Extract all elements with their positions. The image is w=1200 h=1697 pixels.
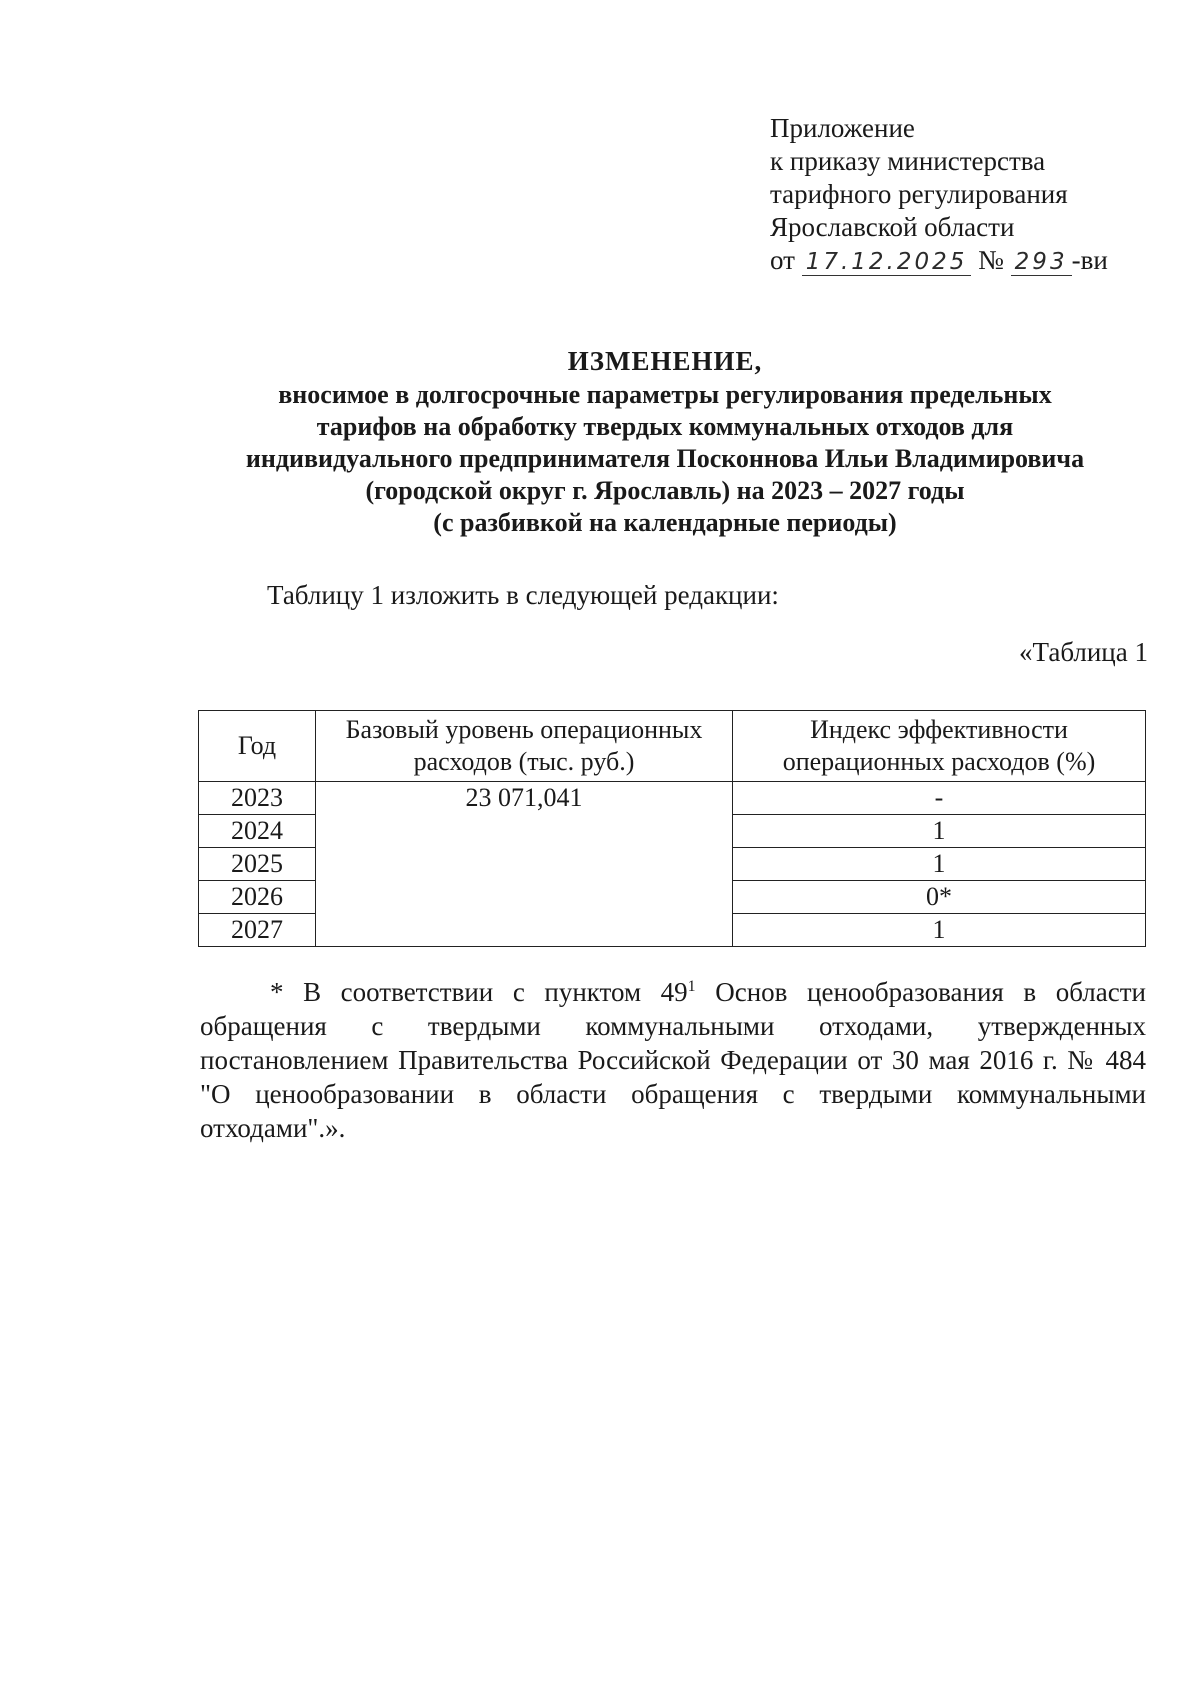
cell-year: 2024 [199,815,316,848]
cell-year: 2026 [199,881,316,914]
header-efficiency-index: Индекс эффективности операционных расходов (%) [733,711,1146,782]
footnote [200,975,1146,1145]
cell-year: 2023 [199,782,316,815]
cell-index: 1 [733,914,1146,947]
cell-index: - [733,782,1146,815]
footnote-superscript: 1 [687,978,696,995]
cell-base-value: 23 071,041 [316,782,733,947]
appendix-line: к приказу министерства [770,146,1046,176]
table-label: «Таблица 1 [1019,637,1148,667]
title-line: (городской округ г. Ярославль) на 2023 – 2027 годы [365,476,965,505]
parameters-table [198,710,1146,947]
appendix-line: тарифного регулирования [770,179,1068,209]
order-reference [770,244,1108,277]
cell-index: 1 [733,815,1146,848]
footnote-text: Основ ценообразования в области обращения с твердыми коммунальными отходами, утвержденных постановлением Правительства Российской Федерации от 30 мая 2016 г. № 484 "О ценообразовании в области обращения с твердыми коммунальными отходами".». [200,977,1146,1143]
table-header-row [199,711,1146,782]
title-line: тарифов на обработку твердых коммунальных отходов для [316,412,1014,441]
handwritten-date: 17.12.2025 [802,249,972,276]
title-line: вносимое в долгосрочные параметры регулирования предельных [278,380,1052,409]
title-line: индивидуального предпринимателя Посконнова Ильи Владимировича [245,444,1085,473]
handwritten-number: 293 [1011,249,1072,276]
title-main: ИЗМЕНЕНИЕ, [567,346,763,376]
footnote-prefix: * В соответствии с пунктом 49 [270,977,688,1007]
table-row [199,782,1146,815]
number-suffix: -ви [1071,245,1108,275]
number-prefix: № [978,245,1004,275]
cell-index: 1 [733,848,1146,881]
intro-text: Таблицу 1 изложить в следующей редакции: [267,580,779,610]
header-year: Год [199,711,316,782]
appendix-block [770,112,1108,277]
title-line: (с разбивкой на календарные периоды) [433,508,897,537]
document-title [200,345,1130,539]
cell-index: 0* [733,881,1146,914]
appendix-line: Приложение [770,113,915,143]
date-prefix: от [770,245,795,275]
appendix-line: Ярославской области [770,212,1015,242]
cell-year: 2025 [199,848,316,881]
cell-year: 2027 [199,914,316,947]
header-base-level: Базовый уровень операционных расходов (тыс. руб.) [316,711,733,782]
